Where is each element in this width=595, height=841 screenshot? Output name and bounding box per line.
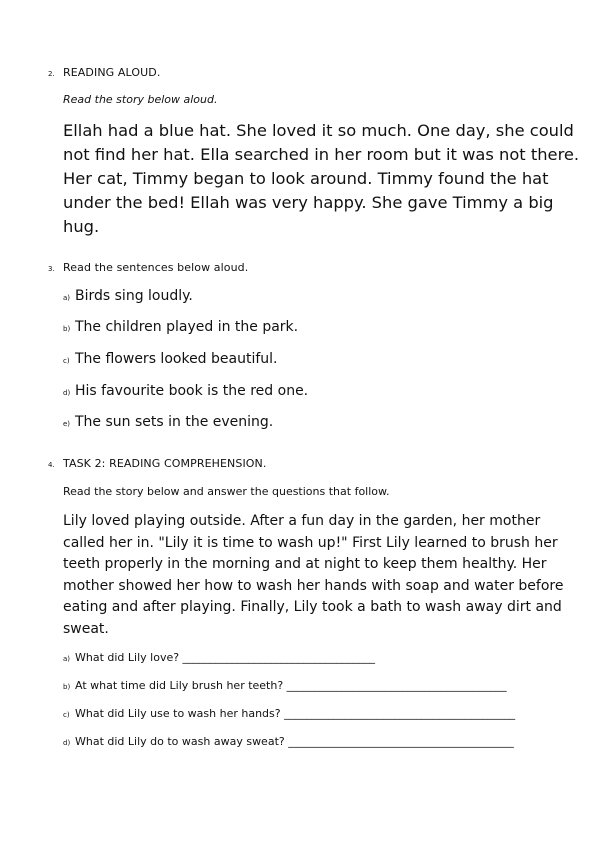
section-title: Read the sentences below aloud. [63, 261, 249, 274]
question-item [63, 679, 507, 692]
question-item [63, 707, 515, 720]
sentence-item [63, 351, 278, 367]
item-letter: c) [63, 357, 70, 365]
question-text: What did Lily love? ___________________________________ [75, 651, 376, 664]
story-paragraph: Lily loved playing outside. After a fun day in the garden, her mother called her in. "Lily it is time to wash up!" First Lily learned to brush her teeth properly in the morning and at night to keep them healthy. Her mother showed her how to wash her hands with soap and water before eating and after playing. Finally, Lily took a bath to wash away dirt and sweat. [63, 513, 564, 637]
item-letter: e) [63, 420, 71, 428]
item-letter: c) [63, 711, 70, 719]
question-item [63, 735, 514, 748]
question-text: What did Lily use to wash her hands? __________________________________________ [75, 707, 516, 720]
section-title: READING ALOUD. [63, 66, 161, 79]
section-title: TASK 2: READING COMPREHENSION. [63, 457, 267, 470]
sentence-item [63, 414, 273, 430]
sentence-text: Birds sing loudly. [75, 288, 193, 304]
section-instruction: Read the story below aloud. [63, 93, 218, 106]
sentence-item [63, 288, 193, 304]
sentence-text: The children played in the park. [75, 319, 299, 335]
sentence-text: The sun sets in the evening. [75, 414, 274, 430]
sentence-text: The flowers looked beautiful. [75, 351, 278, 367]
item-letter: d) [63, 739, 71, 747]
section-instruction: Read the story below and answer the questions that follow. [63, 485, 390, 498]
item-letter: d) [63, 389, 71, 397]
section-number: 2. [48, 70, 55, 78]
item-letter: b) [63, 325, 71, 333]
item-letter: a) [63, 294, 71, 302]
section-3-heading [48, 261, 248, 274]
section-number: 3. [48, 265, 55, 273]
question-text: At what time did Lily brush her teeth? ________________________________________ [75, 679, 507, 692]
section-number: 4. [48, 461, 55, 469]
question-text: What did Lily do to wash away sweat? _________________________________________ [75, 735, 514, 748]
sentence-text: His favourite book is the red one. [75, 383, 309, 399]
section-2-heading [48, 66, 160, 79]
section-4-heading [48, 457, 266, 470]
item-letter: a) [63, 655, 71, 663]
item-letter: b) [63, 683, 71, 691]
story-paragraph: Ellah had a blue hat. She loved it so much. One day, she could not find her hat. Ella searched in her room but it was not there. Her cat, Timmy began to look around. Timmy found the hat under the bed! Ellah was very happy. She gave Timmy a big hug. [63, 121, 580, 236]
question-item [63, 651, 375, 664]
sentence-item [63, 319, 298, 335]
sentence-item [63, 383, 308, 399]
